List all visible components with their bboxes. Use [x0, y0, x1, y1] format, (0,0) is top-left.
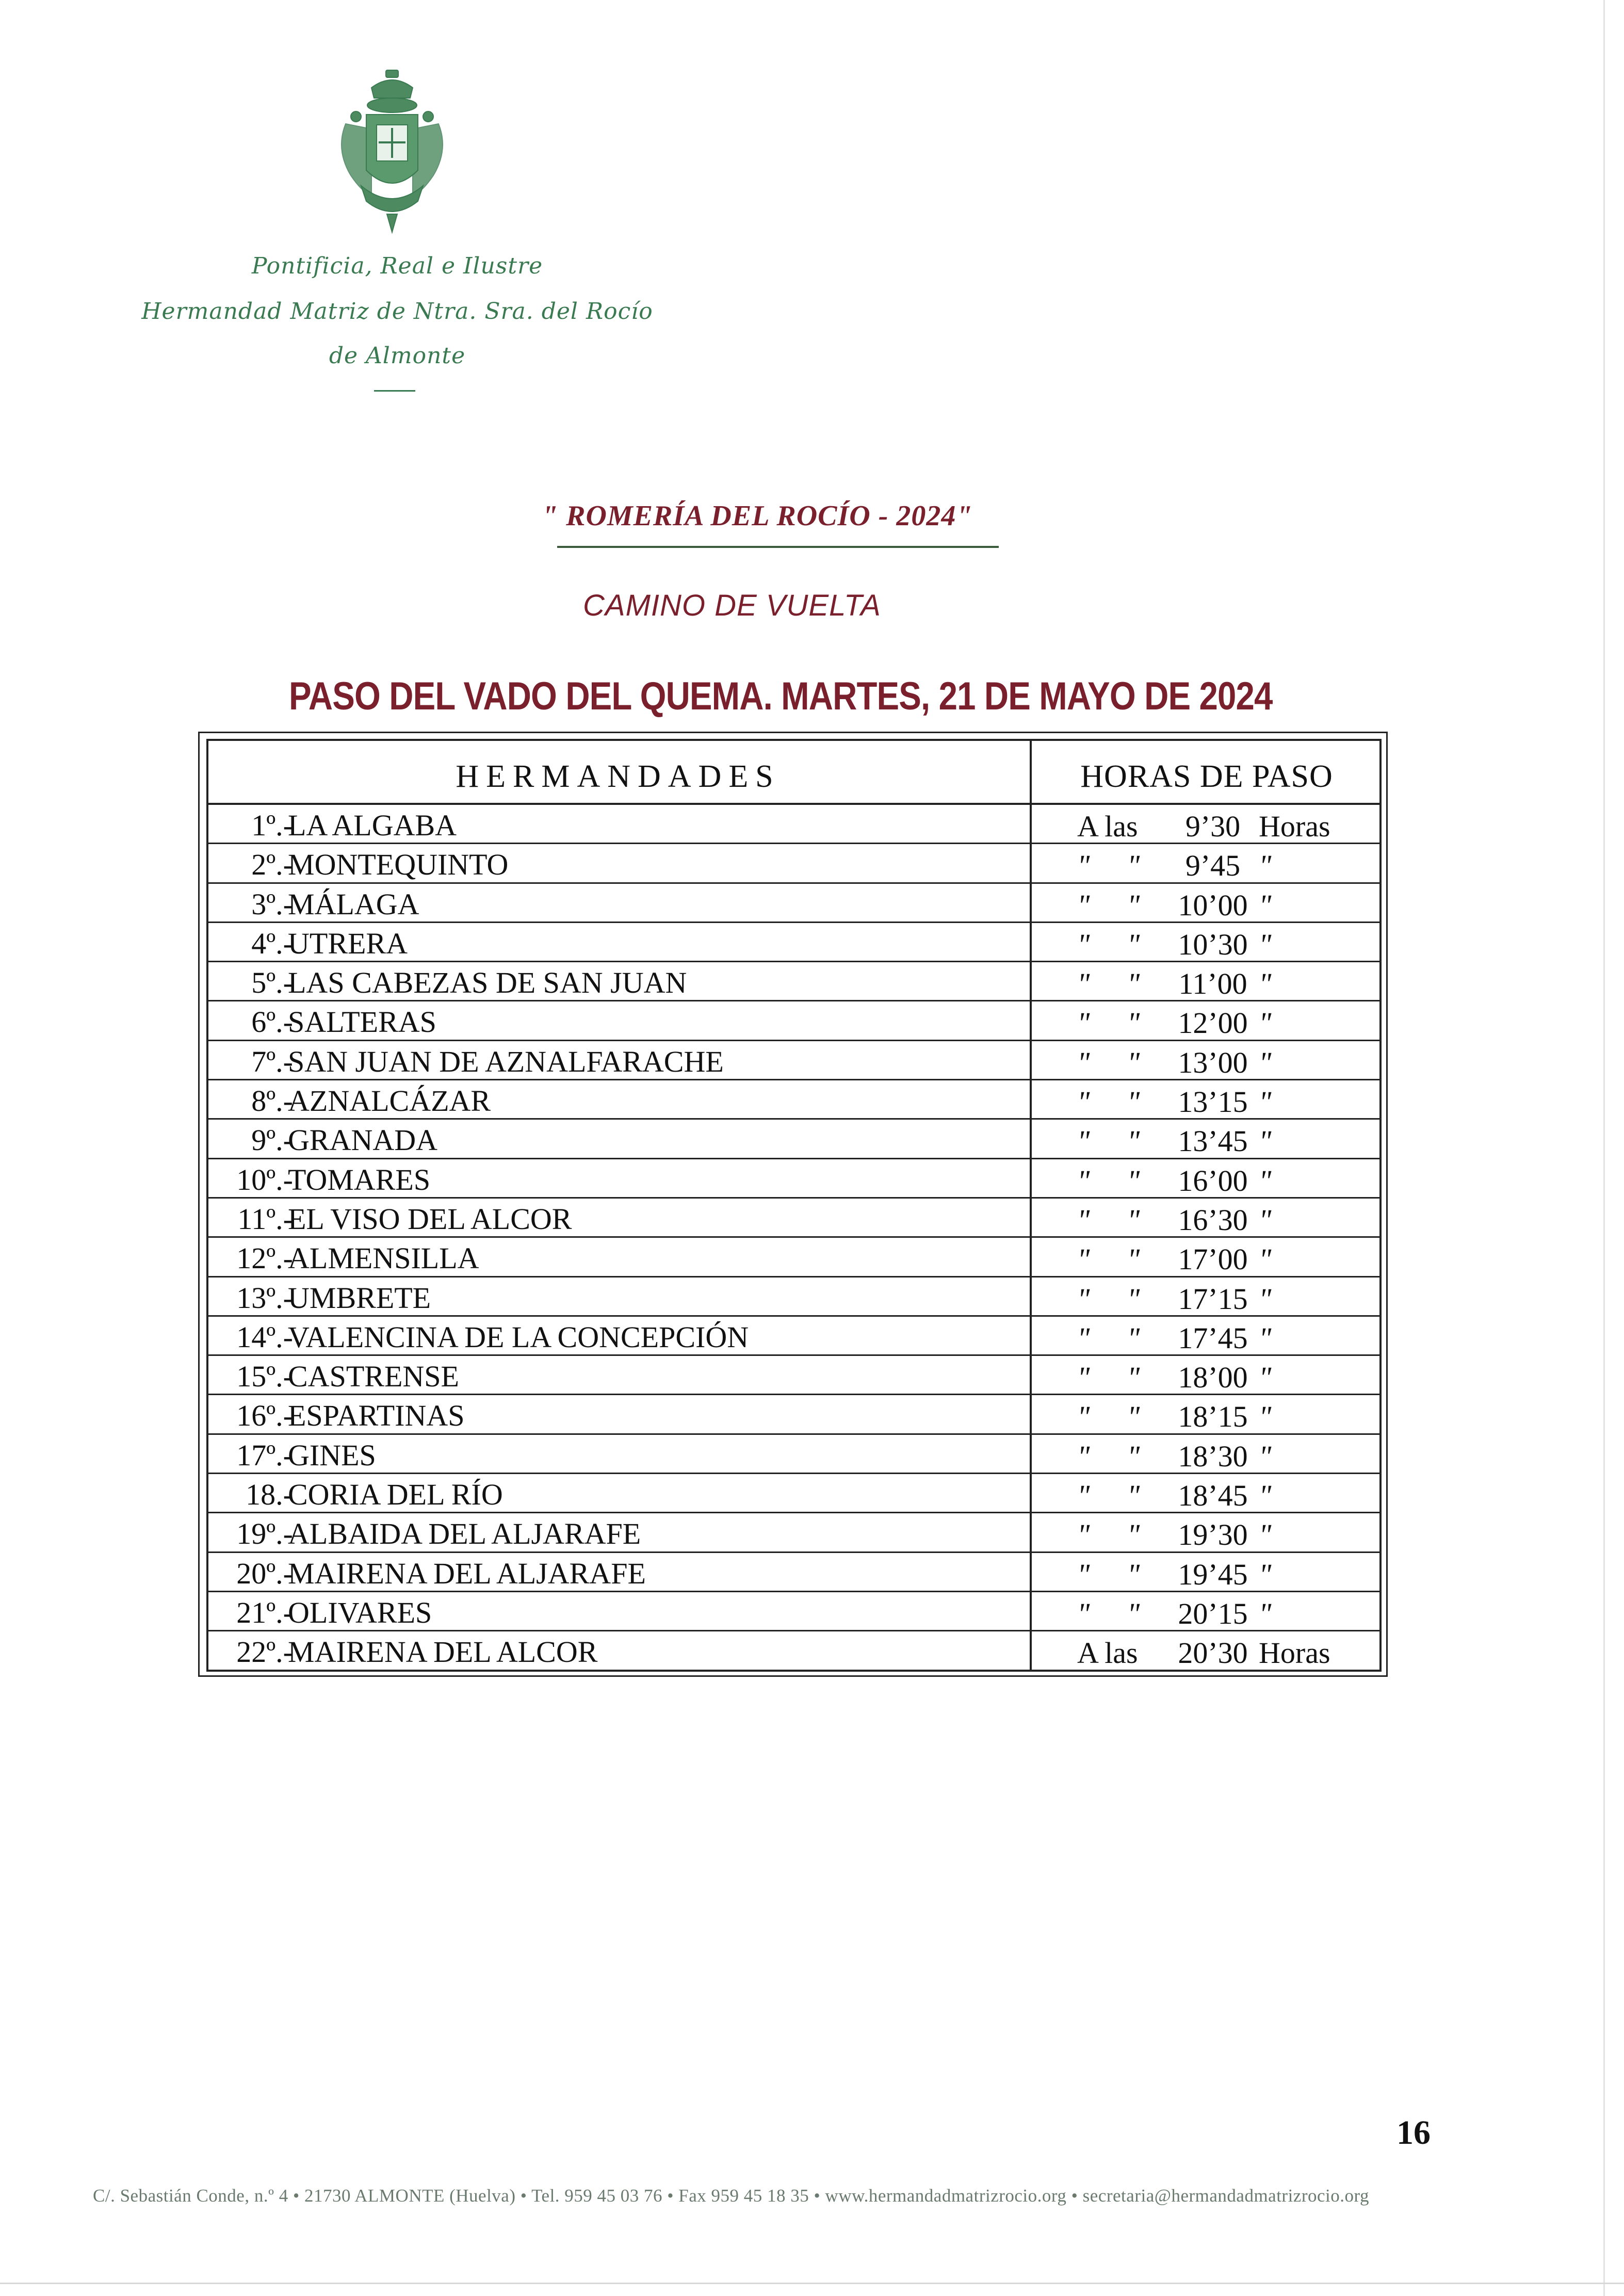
table-row — [206, 1592, 1382, 1631]
time-value: 10’30 — [1178, 927, 1248, 961]
table-row — [206, 923, 1382, 962]
row-number: 4º.- — [251, 926, 293, 960]
time-prefix: " " — [1077, 1085, 1140, 1119]
time-suffix: " — [1259, 849, 1272, 883]
hermandad-name: LA ALGABA — [288, 809, 457, 842]
table-row — [206, 884, 1382, 923]
time-value: 18’15 — [1178, 1400, 1248, 1434]
time-value: 17’00 — [1178, 1242, 1248, 1276]
time-value: 18’30 — [1178, 1439, 1248, 1473]
time-value: 16’00 — [1178, 1163, 1248, 1198]
column-header-hermandades: HERMANDADES — [456, 759, 781, 794]
document-title: " ROMERÍA DEL ROCÍO - 2024" — [542, 500, 973, 532]
time-value: 20’30 — [1178, 1636, 1248, 1670]
table-row — [206, 1159, 1382, 1199]
row-number: 9º.- — [251, 1123, 293, 1157]
institution-line-3: de Almonte — [329, 343, 466, 369]
row-number: 3º.- — [251, 887, 293, 921]
time-prefix: " " — [1077, 1361, 1140, 1395]
table-row — [206, 1080, 1382, 1120]
time-prefix: " " — [1077, 1557, 1140, 1591]
row-number: 7º.- — [251, 1044, 293, 1078]
table-row — [206, 962, 1382, 1001]
time-prefix: A las — [1077, 1636, 1138, 1670]
row-number: 5º.- — [251, 966, 293, 1000]
table-row — [206, 1199, 1382, 1238]
time-value: 17’15 — [1178, 1282, 1248, 1316]
time-suffix: " — [1259, 888, 1272, 922]
row-number: 18.- — [246, 1478, 293, 1512]
hermandad-name: UMBRETE — [288, 1281, 431, 1315]
time-suffix: " — [1259, 1006, 1272, 1040]
hermandad-name: GRANADA — [288, 1123, 437, 1157]
time-prefix: " " — [1077, 1045, 1140, 1079]
hermandad-name: OLIVARES — [288, 1595, 432, 1629]
row-number: 8º.- — [251, 1084, 293, 1118]
time-suffix: " — [1259, 1518, 1272, 1552]
time-suffix: " — [1259, 1557, 1272, 1591]
hermandad-name: CASTRENSE — [288, 1360, 459, 1394]
time-prefix: " " — [1077, 927, 1140, 961]
footer-contact: C/. Sebastián Conde, n.º 4 • 21730 ALMONTE (Huelva) • Tel. 959 45 03 76 • Fax 959 45 18 35 • www.hermandadmatrizrocio.org • secretaria@hermandadmatrizrocio.org — [93, 2186, 1370, 2206]
time-prefix: " " — [1077, 1479, 1140, 1513]
hermandad-name: ALMENSILLA — [288, 1241, 479, 1275]
row-number: 15º.- — [236, 1360, 293, 1394]
time-value: 16’30 — [1178, 1203, 1248, 1237]
time-suffix: " — [1259, 1596, 1272, 1630]
table-row — [206, 1395, 1382, 1434]
institution-divider — [374, 390, 415, 392]
table-row — [206, 1513, 1382, 1553]
row-number: 13º.- — [236, 1281, 293, 1315]
coat-of-arms-icon — [325, 67, 459, 237]
row-number: 16º.- — [236, 1399, 293, 1433]
time-suffix: " — [1259, 1282, 1272, 1316]
time-suffix: " — [1259, 1321, 1272, 1355]
time-value: 13’45 — [1178, 1124, 1248, 1158]
time-value: 19’30 — [1178, 1518, 1248, 1552]
time-value: 20’15 — [1178, 1596, 1248, 1630]
table-row — [206, 1435, 1382, 1474]
time-value: 9’45 — [1185, 849, 1241, 883]
table-row — [206, 1041, 1382, 1080]
time-value: 19’45 — [1178, 1557, 1248, 1591]
hermandad-name: MÁLAGA — [288, 887, 419, 921]
time-prefix: " " — [1077, 1518, 1140, 1552]
time-value: 13’15 — [1178, 1085, 1248, 1119]
table-row — [206, 1278, 1382, 1317]
time-suffix: " — [1259, 1163, 1272, 1198]
table-row — [206, 1631, 1382, 1671]
table-row — [206, 805, 1382, 844]
hermandad-name: TOMARES — [288, 1162, 431, 1196]
row-number: 22º.- — [236, 1635, 293, 1669]
hermandad-name: GINES — [288, 1438, 376, 1472]
time-prefix: " " — [1077, 1400, 1140, 1434]
document-subtitle: CAMINO DE VUELTA — [583, 589, 881, 622]
institution-line-1: Pontificia, Real e Ilustre — [251, 253, 543, 279]
title-underline — [557, 546, 999, 548]
row-number: 17º.- — [236, 1438, 293, 1472]
page-edge-bottom — [0, 2283, 1624, 2284]
time-prefix: " " — [1077, 1439, 1140, 1473]
row-number: 12º.- — [236, 1241, 293, 1275]
time-prefix: " " — [1077, 1124, 1140, 1158]
time-suffix: Horas — [1259, 810, 1330, 843]
table-row — [206, 1474, 1382, 1513]
hermandad-name: MAIRENA DEL ALJARAFE — [288, 1556, 646, 1590]
hermandad-name: MONTEQUINTO — [288, 848, 509, 882]
time-value: 11’00 — [1178, 967, 1247, 1001]
time-prefix: A las — [1077, 810, 1138, 843]
schedule-rows — [206, 805, 1382, 1671]
time-prefix: " " — [1077, 1006, 1140, 1040]
table-row — [206, 1001, 1382, 1041]
hermandad-name: VALENCINA DE LA CONCEPCIÓN — [288, 1320, 749, 1354]
page-number: 16 — [1396, 2114, 1431, 2152]
time-prefix: " " — [1077, 888, 1140, 922]
row-number: 1º.- — [251, 809, 293, 842]
time-prefix: " " — [1077, 849, 1140, 883]
row-number: 10º.- — [236, 1162, 293, 1196]
time-value: 12’00 — [1178, 1006, 1248, 1040]
time-prefix: " " — [1077, 1282, 1140, 1316]
table-row — [206, 1120, 1382, 1159]
time-prefix: " " — [1077, 1596, 1140, 1630]
hermandad-name: LAS CABEZAS DE SAN JUAN — [288, 966, 687, 1000]
time-prefix: " " — [1077, 967, 1140, 1001]
row-number: 20º.- — [236, 1556, 293, 1590]
time-prefix: " " — [1077, 1321, 1140, 1355]
table-row — [206, 1553, 1382, 1592]
time-prefix: " " — [1077, 1242, 1140, 1276]
time-prefix: " " — [1077, 1203, 1140, 1237]
hermandad-name: ALBAIDA DEL ALJARAFE — [288, 1517, 641, 1551]
time-prefix: " " — [1077, 1163, 1140, 1198]
time-suffix: " — [1259, 1479, 1272, 1513]
time-suffix: " — [1259, 1045, 1272, 1079]
hermandad-name: MAIRENA DEL ALCOR — [288, 1635, 598, 1669]
table-row — [206, 1317, 1382, 1356]
row-number: 21º.- — [236, 1595, 293, 1629]
hermandad-name: ESPARTINAS — [288, 1399, 465, 1433]
time-suffix: " — [1259, 1361, 1272, 1395]
time-suffix: " — [1259, 1400, 1272, 1434]
time-suffix: " — [1259, 927, 1272, 961]
time-value: 18’00 — [1178, 1361, 1248, 1395]
time-value: 13’00 — [1178, 1045, 1248, 1079]
time-suffix: " — [1259, 967, 1272, 1001]
row-number: 11º.- — [237, 1202, 293, 1236]
time-value: 17’45 — [1178, 1321, 1248, 1355]
time-value: 18’45 — [1178, 1479, 1248, 1513]
time-value: 10’00 — [1178, 888, 1248, 922]
row-number: 19º.- — [236, 1517, 293, 1551]
hermandad-name: SAN JUAN DE AZNALFARACHE — [288, 1044, 724, 1078]
time-suffix: " — [1259, 1242, 1272, 1276]
hermandad-name: UTRERA — [288, 926, 408, 960]
table-row — [206, 844, 1382, 883]
time-value: 9’30 — [1185, 810, 1241, 843]
time-suffix: " — [1259, 1124, 1272, 1158]
section-heading: PASO DEL VADO DEL QUEMA. MARTES, 21 DE MAYO DE 2024 — [289, 674, 1273, 718]
time-suffix: " — [1259, 1203, 1272, 1237]
table-row — [206, 1238, 1382, 1277]
row-number: 14º.- — [236, 1320, 293, 1354]
column-header-horas: HORAS DE PASO — [1080, 759, 1333, 794]
row-number: 6º.- — [251, 1005, 293, 1039]
row-number: 2º.- — [251, 848, 293, 882]
table-row — [206, 1356, 1382, 1395]
page-edge-right — [1603, 0, 1605, 2296]
hermandad-name: SALTERAS — [288, 1005, 436, 1039]
time-suffix: " — [1259, 1439, 1272, 1473]
time-suffix: Horas — [1259, 1636, 1330, 1670]
hermandad-name: EL VISO DEL ALCOR — [288, 1202, 572, 1236]
hermandad-name: AZNALCÁZAR — [288, 1084, 491, 1118]
institution-line-2: Hermandad Matriz de Ntra. Sra. del Rocío — [141, 298, 653, 325]
hermandad-name: CORIA DEL RÍO — [288, 1478, 503, 1512]
time-suffix: " — [1259, 1085, 1272, 1119]
